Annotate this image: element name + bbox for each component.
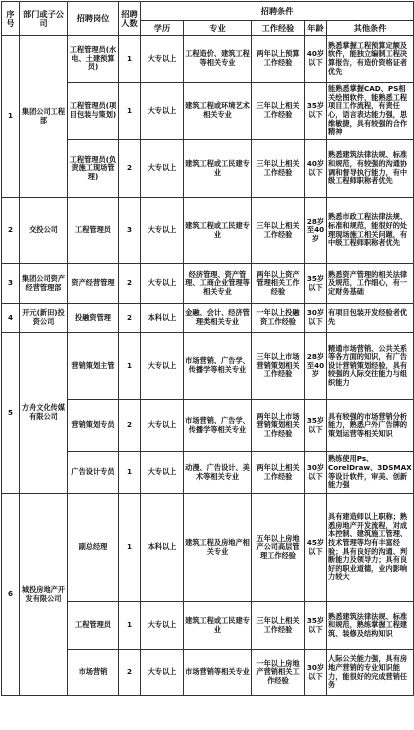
row-edu: 大专以上	[141, 452, 184, 494]
row-count: 2	[119, 140, 141, 198]
row-post: 广告设计专员	[68, 452, 119, 494]
row-major: 建筑工程或工民建专业	[184, 602, 252, 650]
table-row	[2, 304, 414, 333]
table-row	[2, 333, 414, 400]
row-major: 建筑工程或工民建专业	[184, 140, 252, 198]
row-no: 6	[2, 494, 20, 696]
header-post: 招聘岗位	[68, 2, 119, 36]
row-major: 经济管理、资产管理、工商企业管理等相关专业	[184, 264, 252, 304]
row-exp: 三年以上相关工作经验	[252, 198, 305, 264]
row-major: 工程造价、建筑工程等相关专业	[184, 36, 252, 83]
row-other: 具有较强的市场营销分析能力，熟悉户外广告牌的策划运营等相关知识	[327, 400, 414, 452]
row-post: 副总经理	[68, 494, 119, 602]
row-other: 熟练使用Ps、CorelDraw、3DSMAX等设计软件，审美、创新能力强	[327, 452, 414, 494]
row-edu: 大专以上	[141, 198, 184, 264]
table-row	[2, 264, 414, 304]
row-edu: 大专以上	[141, 333, 184, 400]
row-exp: 三年以上市场营销策划相关工作经验	[252, 333, 305, 400]
row-post: 工程管理员(负责施工现场管理)	[68, 140, 119, 198]
row-exp: 五年以上房地产公司高层管理工作经验	[252, 494, 305, 602]
row-exp: 两年以上预算工作经验	[252, 36, 305, 83]
row-major: 市场营销、广告学、传播学等相关专业	[184, 333, 252, 400]
row-major: 动漫、广告设计、美术等相关专业	[184, 452, 252, 494]
row-dept: 城投房地产开发有限公司	[20, 494, 68, 696]
header-dept: 部门或子公司	[20, 2, 68, 36]
row-exp: 两年以上市场营销策划相关工作经验	[252, 400, 305, 452]
row-post: 工程管理员	[68, 198, 119, 264]
row-age: 28岁至40岁	[305, 333, 327, 400]
header-other: 其他条件	[327, 21, 414, 36]
row-age: 30岁以下	[305, 452, 327, 494]
row-post: 工程管理员(项目包装与策划)	[68, 83, 119, 140]
row-exp: 一年以上投融资工作经验	[252, 304, 305, 333]
row-other: 熟悉建筑法律法规、标准和规范，熟练掌握工程建筑、装修及结构知识	[327, 602, 414, 650]
row-exp: 两年以上相关工作经验	[252, 452, 305, 494]
row-edu: 大专以上	[141, 650, 184, 696]
header-age: 年龄	[305, 21, 327, 36]
row-other: 熟悉建筑法律法规、标准和规范，有较强的沟通协调和督导执行能力，有中级工程师职称者优先	[327, 140, 414, 198]
row-post: 营销策划专员	[68, 400, 119, 452]
row-no: 4	[2, 304, 20, 333]
row-edu: 大专以上	[141, 264, 184, 304]
row-dept: 交投公司	[20, 198, 68, 264]
header-exp: 工作经验	[252, 21, 305, 36]
header-no: 序号	[2, 2, 20, 36]
row-post: 市场营销	[68, 650, 119, 696]
row-count: 1	[119, 494, 141, 602]
row-age: 40岁以下	[305, 140, 327, 198]
row-other: 熟悉掌握工程预算定额及软件，能独立编制工程决算报告，有造价资格证者优先	[327, 36, 414, 83]
row-age: 35岁以下	[305, 602, 327, 650]
row-exp: 一年以上房地产营销相关工作经验	[252, 650, 305, 696]
row-exp: 两年以上资产管理相关工作经验	[252, 264, 305, 304]
row-count: 3	[119, 198, 141, 264]
header-count: 招聘人数	[119, 2, 141, 36]
row-dept: 开元(新田)投资公司	[20, 304, 68, 333]
row-edu: 大专以上	[141, 83, 184, 140]
row-post: 营销策划主管	[68, 333, 119, 400]
row-dept: 方舟文化传媒有限公司	[20, 333, 68, 494]
header-conditions: 招聘条件	[141, 2, 414, 21]
row-age: 30岁以下	[305, 650, 327, 696]
row-count: 2	[119, 400, 141, 452]
row-age: 30岁以下	[305, 304, 327, 333]
row-count: 2	[119, 264, 141, 304]
row-other: 有项目包装开发经验者优先	[327, 304, 414, 333]
row-edu: 大专以上	[141, 400, 184, 452]
header-edu: 学历	[141, 21, 184, 36]
row-no: 3	[2, 264, 20, 304]
row-major: 市场营销、广告学、传播学等相关专业	[184, 400, 252, 452]
row-other: 人际公关能力强，具有房地产营销的专业知识能力，能很好的完成营销任务	[327, 650, 414, 696]
row-other: 能熟悉掌握CAD、PS相关绘图软件，能熟悉工程项目工作流程，有责任心，语言表达能力强，思维敏捷，具有较强的合作精神	[327, 83, 414, 140]
row-major: 建筑工程或环境艺术相关专业	[184, 83, 252, 140]
row-major: 建筑工程及房地产相关专业	[184, 494, 252, 602]
row-exp: 三年以上相关工作经验	[252, 602, 305, 650]
row-post: 资产经营管理	[68, 264, 119, 304]
row-post: 投融资管理	[68, 304, 119, 333]
row-no: 1	[2, 36, 20, 198]
row-no: 2	[2, 198, 20, 264]
row-age: 35岁以下	[305, 400, 327, 452]
row-other: 具有建造师以上职称；熟悉房地产开发流程，对成本控制、建筑施工管理、技术管理等均有丰富经验；具有良好的沟通、判断能力及领导力；具有良好的职业道德，业内影响力较大	[327, 494, 414, 602]
row-other: 熟悉市政工程法律法规、标准和规范，能很好的处理现场施工相关问题，有中级工程师职称者优先	[327, 198, 414, 264]
table-row	[2, 198, 414, 264]
row-post: 工程管理员	[68, 602, 119, 650]
row-other: 精通市场营销、公共关系等各方面的知识，有广告设计营销策划经验，具有较强的人际交往能力与组织能力	[327, 333, 414, 400]
table-row	[2, 494, 414, 602]
header-major: 专业	[184, 21, 252, 36]
row-edu: 大专以上	[141, 602, 184, 650]
row-count: 2	[119, 650, 141, 696]
row-post: 工程管理员(水电、土建预算员)	[68, 36, 119, 83]
row-count: 1	[119, 83, 141, 140]
row-dept: 集团公司工程部	[20, 36, 68, 198]
row-major: 市场营销等相关专业	[184, 650, 252, 696]
row-count: 1	[119, 333, 141, 400]
row-age: 35岁以下	[305, 264, 327, 304]
row-count: 1	[119, 602, 141, 650]
row-exp: 三年以上相关工作经验	[252, 140, 305, 198]
row-age: 40岁以下	[305, 36, 327, 83]
row-edu: 本科以上	[141, 304, 184, 333]
row-major: 金融、会计、经济管理类相关专业	[184, 304, 252, 333]
table-row	[2, 36, 414, 83]
row-edu: 大专以上	[141, 140, 184, 198]
recruitment-table	[1, 1, 414, 696]
row-edu: 本科以上	[141, 494, 184, 602]
row-count: 2	[119, 304, 141, 333]
row-age: 45岁以下	[305, 494, 327, 602]
row-count: 1	[119, 36, 141, 83]
row-edu: 大专以上	[141, 36, 184, 83]
row-no: 5	[2, 333, 20, 494]
row-exp: 三年以上相关工作经验	[252, 83, 305, 140]
row-age: 35岁以下	[305, 83, 327, 140]
row-major: 建筑工程或工民建专业	[184, 198, 252, 264]
row-dept: 集团公司资产经营管理部	[20, 264, 68, 304]
row-count: 1	[119, 452, 141, 494]
row-age: 28岁至40岁	[305, 198, 327, 264]
row-other: 熟悉资产管理的相关法律及规范，工作细心，有一定财务基础	[327, 264, 414, 304]
